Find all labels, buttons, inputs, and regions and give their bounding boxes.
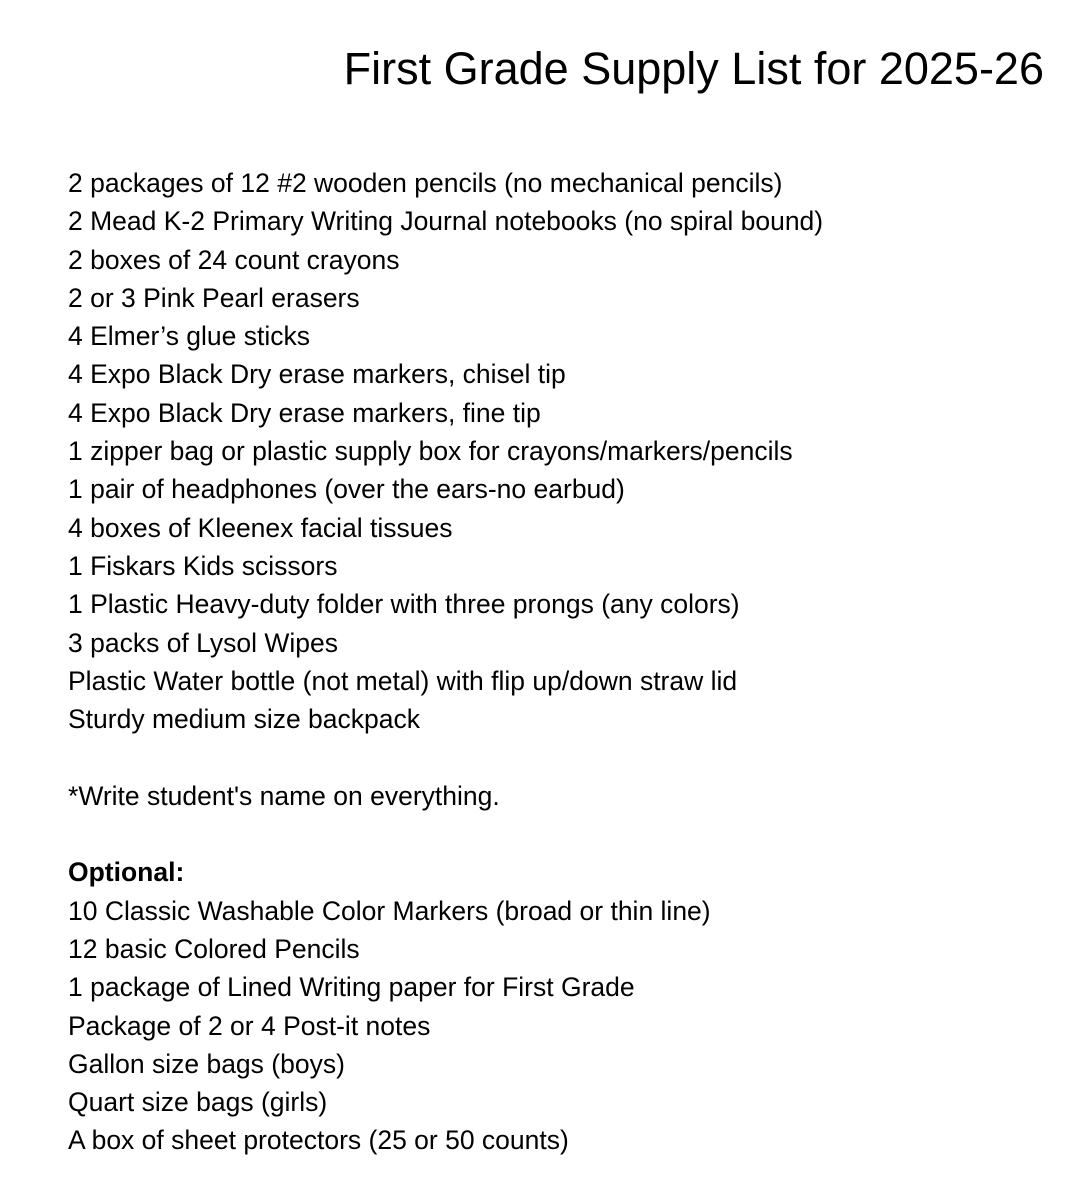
list-item: 1 pair of headphones (over the ears-no earbud)	[68, 474, 625, 505]
list-item: 3 packs of Lysol Wipes	[68, 627, 339, 658]
list-item: 1 package of Lined Writing paper for First Grade	[68, 972, 635, 1003]
list-item: 1 Plastic Heavy-duty folder with three prongs (any colors)	[68, 589, 740, 620]
list-item: A box of sheet protectors (25 or 50 counts)	[68, 1125, 569, 1156]
list-item: 1 Fiskars Kids scissors	[68, 550, 338, 581]
supply-list-body	[68, 164, 1058, 1160]
list-item: 2 or 3 Pink Pearl erasers	[68, 282, 360, 313]
list-item: 2 boxes of 24 count crayons	[68, 244, 400, 275]
list-item: Sturdy medium size backpack	[68, 704, 421, 735]
list-item: Package of 2 or 4 Post-it notes	[68, 1010, 431, 1041]
list-item: 2 Mead K-2 Primary Writing Journal notebooks (no spiral bound)	[68, 206, 824, 237]
list-item: Gallon size bags (boys)	[68, 1048, 345, 1079]
list-item: 10 Classic Washable Color Markers (broad or thin line)	[68, 895, 711, 926]
list-item: 1 zipper bag or plastic supply box for crayons/markers/pencils	[68, 436, 793, 467]
list-item: 2 packages of 12 #2 wooden pencils (no mechanical pencils)	[68, 168, 783, 198]
page-title: First Grade Supply List for 2025-26	[343, 43, 1044, 94]
name-note: *Write student's name on everything.	[68, 780, 500, 811]
optional-heading: Optional:	[68, 857, 185, 888]
list-item: Quart size bags (girls)	[68, 1087, 328, 1118]
list-item: 12 basic Colored Pencils	[68, 933, 360, 964]
list-item: 4 Expo Black Dry erase markers, chisel tip	[68, 359, 566, 390]
optional-supplies-list	[68, 892, 1058, 1160]
list-item: Plastic Water bottle (not metal) with flip up/down straw lid	[68, 665, 738, 696]
list-item: 4 boxes of Kleenex facial tissues	[68, 512, 453, 543]
list-item: 4 Elmer’s glue sticks	[68, 321, 311, 352]
required-supplies-list	[68, 164, 1058, 738]
list-item: 4 Expo Black Dry erase markers, fine tip	[68, 397, 541, 428]
